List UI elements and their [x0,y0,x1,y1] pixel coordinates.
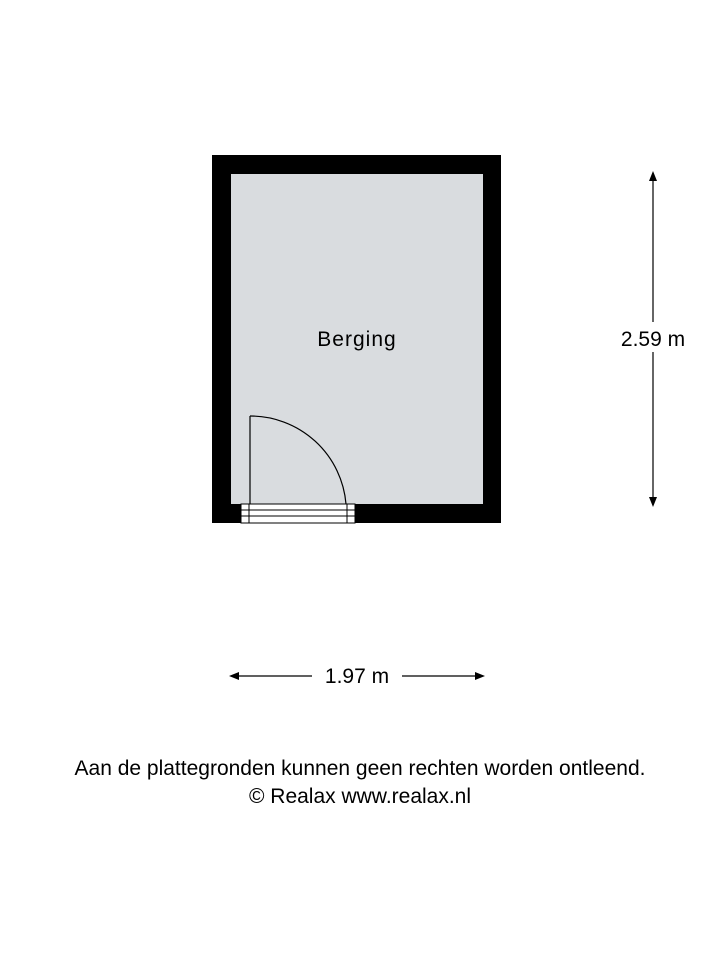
disclaimer-text: Aan de plattegronden kunnen geen rechten worden ontleend. [74,757,646,780]
wall-bottom-right [355,504,501,523]
room-label: Berging [317,328,397,351]
width-dimension [234,665,480,688]
width-dimension-label: 1.97 m [324,665,390,688]
wall-left [212,155,231,523]
wall-top [212,155,501,174]
door-frame [241,504,355,523]
wall-bottom-left [212,504,241,523]
copyright-text: © Realax www.realax.nl [248,785,472,808]
height-dimension [621,176,685,502]
wall-right [483,155,501,523]
height-dimension-label: 2.59 m [620,328,686,351]
